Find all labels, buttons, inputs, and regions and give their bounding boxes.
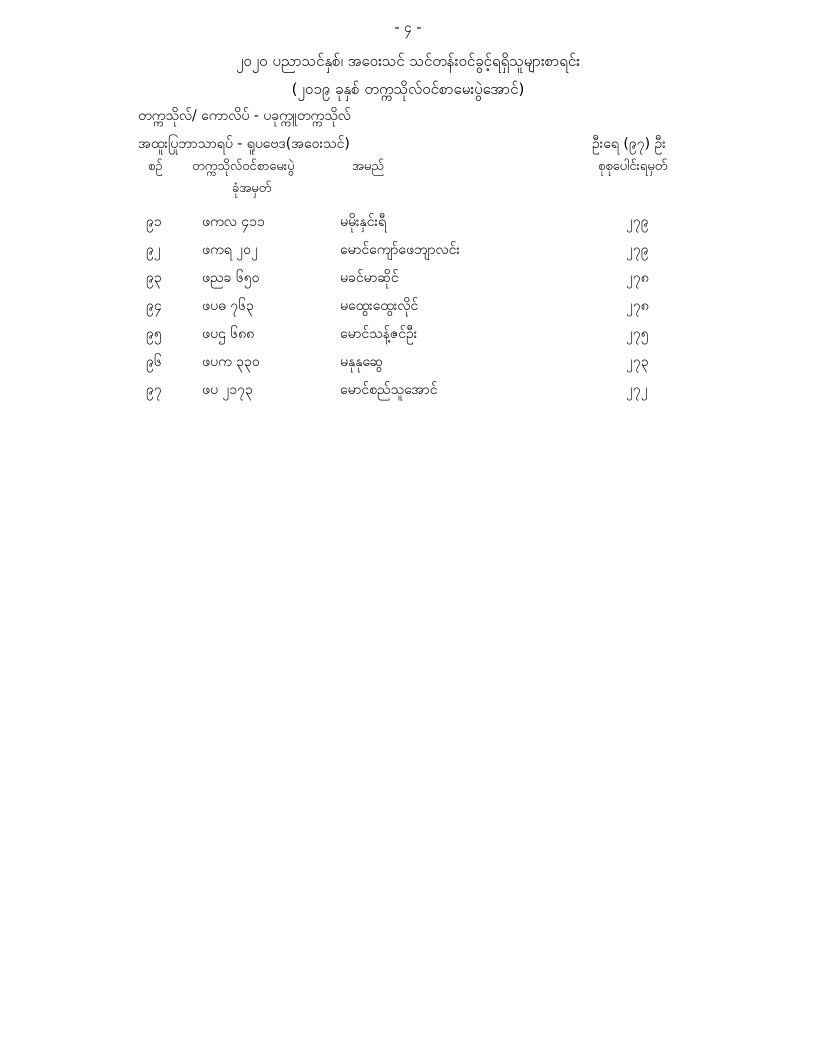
row-number: ၉၃ — [146, 270, 162, 286]
roll-number: ဖပ ၂၁၇၃ — [202, 382, 253, 398]
roll-number: ဖပက ၃၃၀ — [202, 354, 260, 370]
major-line: အထူးပြုဘာသာရပ် - ရူပဗေဒ(အဝေးသင်) — [138, 136, 350, 152]
document-subtitle: (၂၀၁၉ ခုနှစ် တက္ကသိုလ်ဝင်စာမေးပွဲအောင်) — [291, 80, 525, 98]
header-roll-number-line2: ခုံအမှတ် — [232, 181, 272, 196]
total-marks: ၂၇၂ — [626, 382, 648, 398]
roll-number: ဖကလ ၄၁၁ — [202, 214, 265, 230]
row-number: ၉၂ — [146, 242, 161, 258]
row-number: ၉၁ — [146, 214, 162, 230]
total-count: ဦးရေ (၉၇) ဦး — [592, 136, 666, 152]
row-number: ၉၇ — [146, 382, 162, 398]
header-roll-number: တက္ကသိုလ်ဝင်စာမေးပွဲ — [192, 159, 295, 174]
student-name: မထွေးထွေးလိုင် — [340, 298, 419, 314]
student-name: မခင်မာဆိုင် — [340, 270, 399, 286]
document-title: ၂၀၂၀ ပညာသင်နှစ်၊ အဝေးသင် သင်တန်းဝင်ခွင့်ရရှိသူများစာရင်း — [236, 52, 580, 70]
header-no: စဉ် — [148, 159, 163, 174]
student-name: မောင်စည်သူအောင် — [340, 382, 438, 398]
roll-number: ဖညခ ၆၅၀ — [202, 270, 260, 286]
student-name: မနုနုဆွေ — [340, 354, 384, 370]
roll-number: ဖပဌ ၆၈၈ — [202, 326, 255, 342]
row-number: ၉၆ — [146, 354, 162, 370]
student-name: မောင်ကျော်ဖေဘျာလင်း — [340, 242, 460, 258]
total-marks: ၂၇၃ — [626, 354, 649, 370]
total-marks: ၂၇၈ — [626, 298, 649, 314]
total-marks: ၂၇၈ — [626, 270, 649, 286]
student-name: မမိုးနှင်းရီ — [340, 214, 387, 230]
total-marks: ၂၇၉ — [626, 242, 649, 258]
total-marks: ၂၇၉ — [626, 214, 649, 230]
university-line: တက္ကသိုလ်/ ကောလိပ် - ပခုက္ကူတက္ကသိုလ် — [138, 108, 351, 124]
row-number: ၉၅ — [146, 326, 162, 342]
page-number: - ၄ - — [394, 20, 422, 36]
roll-number: ဖပဓ ၇၆၃ — [202, 298, 254, 314]
student-name: မောင်သန့်ဇင်ဦး — [340, 326, 418, 342]
header-name: အမည် — [352, 159, 384, 174]
roll-number: ဖကရ ၂၀၂ — [202, 242, 258, 258]
row-number: ၉၄ — [146, 298, 162, 314]
total-marks: ၂၇၅ — [626, 326, 649, 342]
header-total-marks: စုစုပေါင်းရမှတ် — [598, 159, 668, 174]
